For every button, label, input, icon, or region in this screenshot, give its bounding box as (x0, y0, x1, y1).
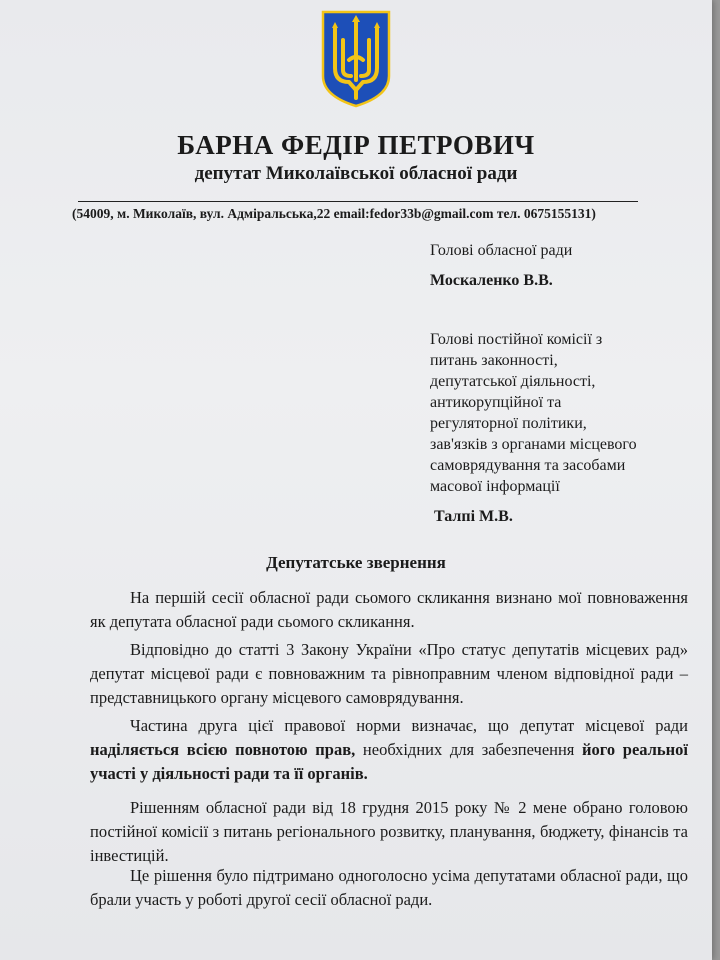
addressee-2-title-line: Голові постійної комісії з (430, 331, 603, 348)
paragraph-5: Це рішення було підтримано одноголосно усіма депутатами обласної ради, що брали участь у роботі другої сесії обласної ради. (90, 866, 688, 909)
addressee-2-title-line: антикорупційної та (430, 394, 562, 411)
paragraph-1: На першій сесії обласної ради сьомого скликання визнано мої повноваження як депутата обласної ради сьомого скликання. (90, 588, 688, 631)
addressee-1-title: Голові обласної ради (430, 242, 573, 259)
addressee-2-title-line: зав'язків з органами місцевого (430, 436, 637, 453)
addressee-2-title-line: масової інформації (430, 478, 560, 495)
paragraph-2: Відповідно до статті 3 Закону України «Про статус депутатів місцевих рад» депутат місцевої ради є повноважним та рівноправним членом відповідної ради – представницького органу місцевого самоврядування. (90, 640, 688, 707)
addressee-2-title-line: самоврядування та засобами (430, 457, 626, 474)
paragraph-4: Рішенням обласної ради від 18 грудня 2015 року № 2 мене обрано головою постійної комісії з питань регіонального розвитку, планування, бюджету, фінансів та інвестицій. (90, 798, 688, 865)
document-title: Депутатське звернення (266, 553, 446, 572)
addressee-2-title-line: регуляторної політики, (430, 415, 587, 432)
addressee-2-title-line: депутатської діяльності, (430, 373, 596, 390)
addressee-2-title-line: питань законності, (430, 352, 558, 369)
coat-of-arms-icon (321, 10, 391, 108)
author-position: депутат Миколаївської обласної ради (194, 163, 518, 184)
addressee-2-name: Талпі М.В. (434, 508, 513, 525)
author-address: (54009, м. Миколаїв, вул. Адміральська,22 email:fedor33b@gmail.com тел. 0675155131) (72, 206, 596, 221)
author-name: БАРНА ФЕДІР ПЕТРОВИЧ (177, 130, 535, 160)
paragraph-3: Частина друга цієї правової норми визначає, що депутат місцевої ради наділяється всією повнотою прав, необхідних для забезпечення його реальної участі у діяльності ради та її органів. (90, 716, 688, 783)
header-divider (78, 201, 638, 202)
addressee-1-name: Москаленко В.В. (430, 272, 553, 289)
